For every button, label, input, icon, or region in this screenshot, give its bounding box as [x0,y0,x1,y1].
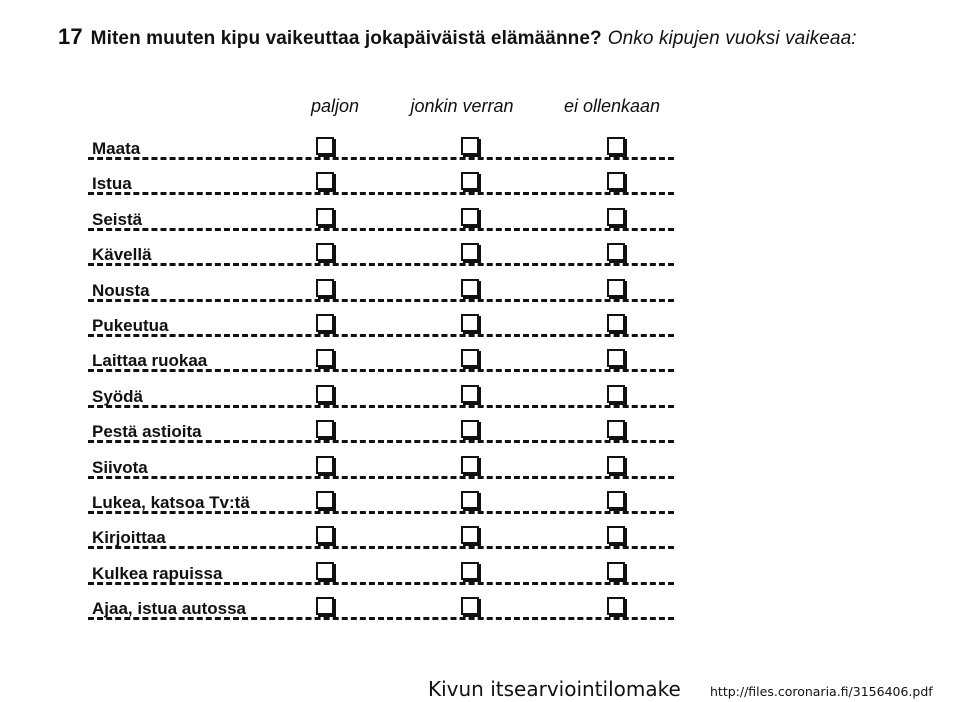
column-header-ei-ollenkaan: ei ollenkaan [563,96,661,116]
row-label: Laittaa ruokaa [92,351,208,371]
checkbox-ei-ollenkaan[interactable] [607,243,625,261]
row-label: Siivota [92,457,148,477]
checkbox-ei-ollenkaan[interactable] [607,385,625,403]
column-header-paljon: paljon [310,96,360,116]
checkbox-paljon[interactable] [316,349,334,367]
row-label: Lukea, katsoa Tv:tä [92,493,250,512]
checkbox-jonkin-verran[interactable] [461,208,479,226]
checkbox-paljon[interactable] [316,456,334,474]
table-row [88,560,674,595]
checkbox-ei-ollenkaan[interactable] [607,172,625,190]
table-row [88,241,674,276]
dashed-divider [88,369,674,372]
table-row [88,206,674,241]
checkbox-ei-ollenkaan[interactable] [607,491,625,509]
row-label: Syödä [92,386,144,406]
checkbox-jonkin-verran[interactable] [461,314,479,332]
checkbox-jonkin-verran[interactable] [461,172,479,190]
checkbox-paljon[interactable] [316,562,334,580]
checkbox-ei-ollenkaan[interactable] [607,597,625,615]
dashed-divider [88,617,674,620]
checkbox-jonkin-verran[interactable] [461,597,479,615]
row-label: Maata [92,139,141,158]
checkbox-ei-ollenkaan[interactable] [607,349,625,367]
table-row [88,489,674,524]
question-subtext: Onko kipujen vuoksi vaikeaa: [607,28,857,49]
checkbox-jonkin-verran[interactable] [461,137,479,155]
checkbox-ei-ollenkaan[interactable] [607,279,625,297]
checkbox-paljon[interactable] [316,208,334,226]
dashed-divider [88,511,674,514]
slide-caption: Kivun itsearviointilomake [428,677,681,701]
row-label: Seistä [92,209,143,229]
question [58,24,857,50]
checkbox-jonkin-verran[interactable] [461,243,479,261]
dashed-divider [88,546,674,549]
dashed-divider [88,405,674,408]
table-row [88,383,674,418]
table-row [88,135,674,170]
row-label: Istua [92,174,132,194]
dashed-divider [88,228,674,231]
checkbox-jonkin-verran[interactable] [461,562,479,580]
checkbox-ei-ollenkaan[interactable] [607,562,625,580]
table-row [88,454,674,489]
table-row [88,524,674,559]
checkbox-ei-ollenkaan[interactable] [607,420,625,438]
dashed-divider [88,157,674,160]
row-label: Kävellä [92,245,152,265]
checkbox-jonkin-verran[interactable] [461,279,479,297]
checkbox-paljon[interactable] [316,137,334,155]
checkbox-ei-ollenkaan[interactable] [607,137,625,155]
checkbox-paljon[interactable] [316,172,334,190]
row-label: Pestä astioita [92,422,202,442]
checkbox-paljon[interactable] [316,279,334,297]
checkbox-jonkin-verran[interactable] [461,420,479,438]
checkbox-ei-ollenkaan[interactable] [607,314,625,332]
checkbox-paljon[interactable] [316,491,334,509]
dashed-divider [88,263,674,266]
column-header-jonkin-verran: jonkin verran [410,96,514,116]
source-link[interactable]: http://files.coronaria.fi/3156406.pdf [710,684,933,699]
table-row [88,277,674,312]
dashed-divider [88,299,674,302]
question-number: 17 [58,24,83,49]
checkbox-jonkin-verran[interactable] [461,491,479,509]
checkbox-paljon[interactable] [316,385,334,403]
checkbox-jonkin-verran[interactable] [461,349,479,367]
dashed-divider [88,582,674,585]
dashed-divider [88,440,674,443]
row-label: Nousta [92,280,150,300]
dashed-divider [88,192,674,195]
row-label: Kirjoittaa [92,528,166,548]
checkbox-jonkin-verran[interactable] [461,385,479,403]
checkbox-ei-ollenkaan[interactable] [607,526,625,544]
checkbox-ei-ollenkaan[interactable] [607,208,625,226]
dashed-divider [88,334,674,337]
row-label: Pukeutua [92,316,169,335]
checkbox-paljon[interactable] [316,597,334,615]
row-label: Ajaa, istua autossa [92,599,247,619]
row-label: Kulkea rapuissa [92,563,223,583]
table-row [88,595,674,630]
table-row [88,312,674,347]
table-row [88,170,674,205]
checkbox-jonkin-verran[interactable] [461,526,479,544]
checkbox-paljon[interactable] [316,314,334,332]
table-row [88,418,674,453]
question-text: Miten muuten kipu vaikeuttaa jokapäiväistä elämäänne? [90,28,602,49]
checkbox-jonkin-verran[interactable] [461,456,479,474]
checkbox-ei-ollenkaan[interactable] [607,456,625,474]
checkbox-paljon[interactable] [316,420,334,438]
table-row [88,347,674,382]
checkbox-paljon[interactable] [316,526,334,544]
checkbox-paljon[interactable] [316,243,334,261]
dashed-divider [88,476,674,479]
